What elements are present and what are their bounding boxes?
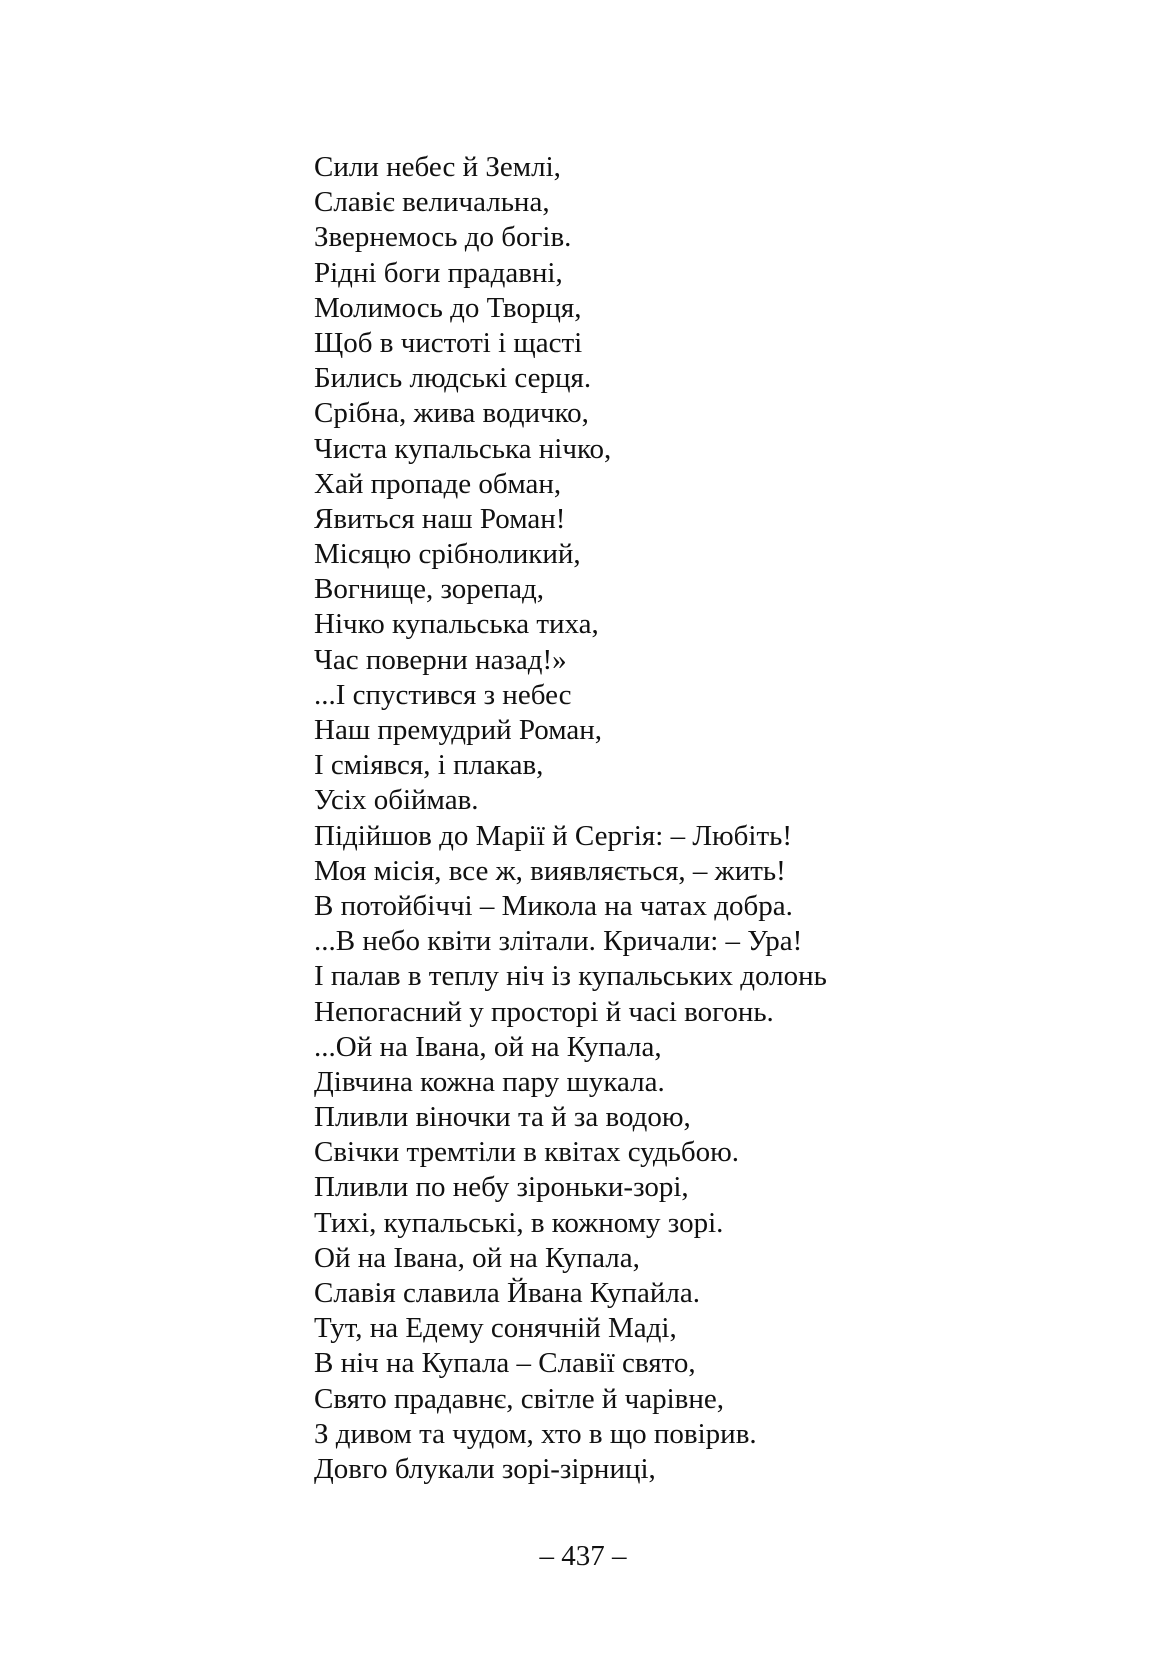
poem-line: Усіх обіймав. [314, 784, 479, 817]
poem-text [314, 150, 827, 1487]
poem-line: ...Ой на Івана, ой на Купала, [314, 1030, 662, 1063]
poem-line: Щоб в чистоті і щасті [314, 326, 583, 359]
poem-line: І сміявся, і плакав, [314, 749, 544, 782]
poem-line: Моя місія, все ж, виявляється, – жить! [314, 854, 786, 887]
poem-line: В потойбіччі – Микола на чатах добра. [314, 889, 793, 922]
poem-line: ...В небо квіти злітали. Кричали: – Ура! [314, 925, 803, 958]
poem-line: Тут, на Едему сонячній Маді, [314, 1312, 677, 1345]
poem-line: Славія славила Йвана Купайла. [314, 1277, 700, 1309]
poem-line: Місяцю срібноликий, [314, 538, 581, 571]
poem-line: Час поверни назад!» [314, 643, 567, 676]
poem-line: Ой на Івана, ой на Купала, [314, 1241, 640, 1274]
poem-line: Чиста купальська нічко, [314, 432, 612, 465]
poem-line: ...І спустився з небес [314, 678, 572, 711]
poem-line: Підійшов до Марії й Сергія: – Любіть! [314, 819, 793, 852]
poem-line: Срібна, жива водичко, [314, 397, 589, 430]
poem-line: Пливли віночки та й за водою, [314, 1101, 691, 1134]
poem-line: І палав в теплу ніч із купальських долонь [314, 960, 827, 993]
page-number: – 437 – [539, 1540, 627, 1572]
poem-line: Тихі, купальські, в кожному зорі. [314, 1206, 724, 1239]
poem-line: Сили небес й Землі, [314, 151, 561, 183]
poem-line: Звернемось до богів. [314, 221, 572, 254]
poem-line: З дивом та чудом, хто в що повірив. [314, 1417, 757, 1450]
poem-line: Пливли по небу зіроньки-зорі, [314, 1171, 689, 1204]
poem-line: Явиться наш Роман! [314, 502, 566, 535]
poem-line: Наш премудрий Роман, [314, 714, 603, 746]
poem-line: Вогнище, зорепад, [314, 573, 545, 606]
poem-line: Свято прадавнє, світле й чарівне, [314, 1382, 724, 1415]
poem-line: Довго блукали зорі-зірниці, [314, 1452, 656, 1485]
poem-line: Бились людські серця. [314, 362, 592, 395]
poem-line: Дівчина кожна пару шукала. [314, 1065, 665, 1098]
poem-line: Рідні боги прадавні, [314, 256, 563, 289]
poem-line: Свічки тремтіли в квітах судьбою. [314, 1136, 740, 1169]
poem-line: Хай пропаде обман, [314, 467, 562, 500]
poem-line: Славіє величальна, [314, 186, 550, 219]
poem-line: Молимось до Творця, [314, 291, 582, 324]
poem-line: Непогасний у просторі й часі вогонь. [314, 995, 774, 1028]
poem-line: В ніч на Купала – Славії свято, [314, 1347, 696, 1380]
poem-line: Нічко купальська тиха, [314, 608, 599, 641]
